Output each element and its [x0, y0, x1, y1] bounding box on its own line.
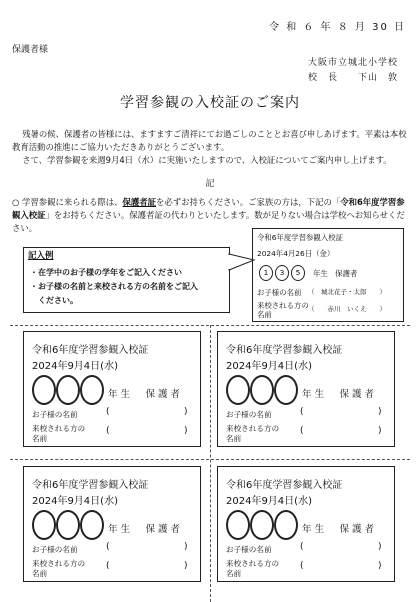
paren-open: (: [106, 542, 110, 552]
pass-title: 令和6年度学習参観入校証: [32, 345, 149, 356]
pass-date: 2024年9月4日(水): [226, 361, 312, 372]
bullet-circle: ○: [12, 197, 20, 207]
sample-date: 2024年4月26日（金）: [257, 249, 335, 258]
visitor-name-label-2: 名前: [226, 434, 242, 443]
pass-card: [217, 331, 395, 447]
paren-close: ): [378, 426, 382, 436]
notice-text-e: 」をお持ちください。保護者証の代わりといたします。数が足りない場合は学校へお知らせください。: [12, 210, 405, 233]
paren-close: ): [184, 542, 188, 552]
grade-oval: [274, 375, 298, 405]
year-label: 年生 保護者: [108, 389, 184, 400]
grade-oval: [32, 510, 56, 540]
paragraph-greeting: 残暑の候、保護者の皆様には、ますますご清祥にてお過ごしのこととお喜び申しあげます。平素は本校教育活動の推進にご協力いただきありがとうございます。: [12, 129, 407, 152]
example-callout: [23, 247, 230, 313]
paren-open: (: [106, 426, 110, 436]
pass-title: 令和6年度学習参観入校証: [226, 345, 343, 356]
sample-pass: [252, 228, 404, 322]
paren-open: (: [300, 561, 304, 571]
sample-child-value: （ 城北花子・太郎 ）: [308, 288, 386, 296]
ki-heading: 記: [205, 179, 215, 189]
year-label: 年生 保護者: [302, 389, 378, 400]
visitor-name-label: 来校される方の: [226, 559, 280, 568]
page-title: 学習参観の入校証のご案内: [120, 95, 300, 111]
child-name-label: お子様の名前: [226, 545, 272, 554]
grade-oval: [32, 375, 56, 405]
child-name-label: お子様の名前: [32, 410, 78, 419]
visitor-name-label-2: 名前: [226, 569, 242, 578]
sample-visitor-label-2: 名前: [257, 310, 272, 319]
pass-date: 2024年9月4日(水): [32, 496, 118, 507]
grade-oval: [250, 510, 274, 540]
pass-date: 2024年9月4日(水): [226, 496, 312, 507]
year-label: 年生 保護者: [302, 524, 378, 535]
letter-date: 令 和 ６ 年 ８ 月 30 日: [269, 22, 406, 33]
paren-open: (: [300, 407, 304, 417]
recipient: 保護者様: [12, 45, 49, 55]
paren-open: (: [106, 561, 110, 571]
sender-block: [308, 56, 398, 86]
child-name-label: お子様の名前: [226, 410, 272, 419]
visitor-name-label-2: 名前: [32, 434, 48, 443]
cut-line-vertical: [210, 325, 211, 602]
notice-text-a: 学習参観に来られる際は、: [21, 197, 123, 207]
grade-oval: [226, 375, 250, 405]
grade-oval: [250, 375, 274, 405]
paren-close: ): [184, 407, 188, 417]
sample-digit: 3: [275, 265, 289, 281]
paren-open: (: [300, 426, 304, 436]
year-label: 年生 保護者: [108, 524, 184, 535]
pass-title: 令和6年度学習参観入校証: [226, 480, 343, 491]
paren-close: ): [184, 426, 188, 436]
pass-title: 令和6年度学習参観入校証: [32, 480, 149, 491]
paren-close: ): [378, 407, 382, 417]
child-name-label: お子様の名前: [32, 545, 78, 554]
visitor-name-label: 来校される方の: [226, 424, 280, 433]
school-name: 大阪市立城北小学校: [308, 58, 399, 68]
pass-card: [23, 331, 201, 447]
pass-card: [217, 466, 395, 582]
visitor-name-label-2: 名前: [32, 569, 48, 578]
callout-line: ・お子様の名前と来校される方の名前をご記入: [30, 282, 198, 291]
paren-open: (: [106, 407, 110, 417]
pass-card: [23, 466, 201, 582]
sample-title: 令和6年度学習参観入校証: [257, 233, 344, 242]
grade-oval: [56, 375, 80, 405]
notice-emphasis-parent-card: 保護者証: [122, 197, 156, 207]
sample-digit: 1: [259, 265, 273, 281]
notice-emphasis-pass: 令和6年度学習参観入校証: [12, 197, 405, 220]
pass-date: 2024年9月4日(水): [32, 361, 118, 372]
sample-digit: 5: [291, 265, 305, 281]
paren-close: ): [378, 542, 382, 552]
letter-body: [12, 128, 408, 167]
principal-name: 校 長 下山 敦: [308, 73, 399, 83]
callout-line: ください。: [30, 296, 78, 305]
sample-visitor-label: 来校される方の: [257, 301, 309, 310]
callout-line: ・在学中のお子様の学年をご記入ください: [30, 268, 182, 277]
visitor-name-label: 来校される方の: [32, 424, 86, 433]
sample-year-label: 年生 保護者: [313, 269, 358, 278]
sample-visitor-value: （ 赤川 いくえ ）: [308, 305, 386, 313]
notice-text-c: を必ずお持ちください。ご家族の方は，下記の「: [155, 197, 341, 207]
paren-open: (: [300, 542, 304, 552]
paren-close: ): [184, 561, 188, 571]
visitor-name-label: 来校される方の: [32, 559, 86, 568]
grade-oval: [56, 510, 80, 540]
grade-oval: [80, 375, 104, 405]
grade-oval: [274, 510, 298, 540]
grade-oval: [80, 510, 104, 540]
callout-pointer: [222, 252, 256, 274]
paragraph-announcement: さて、学習参観を来週9月4日（水）に実施いたしますので、入校証についてご案内申し上げます。: [22, 155, 392, 165]
sample-child-label: お子様の名前: [257, 288, 302, 297]
callout-heading: 記入例: [28, 251, 54, 261]
paren-close: ): [378, 561, 382, 571]
grade-oval: [226, 510, 250, 540]
